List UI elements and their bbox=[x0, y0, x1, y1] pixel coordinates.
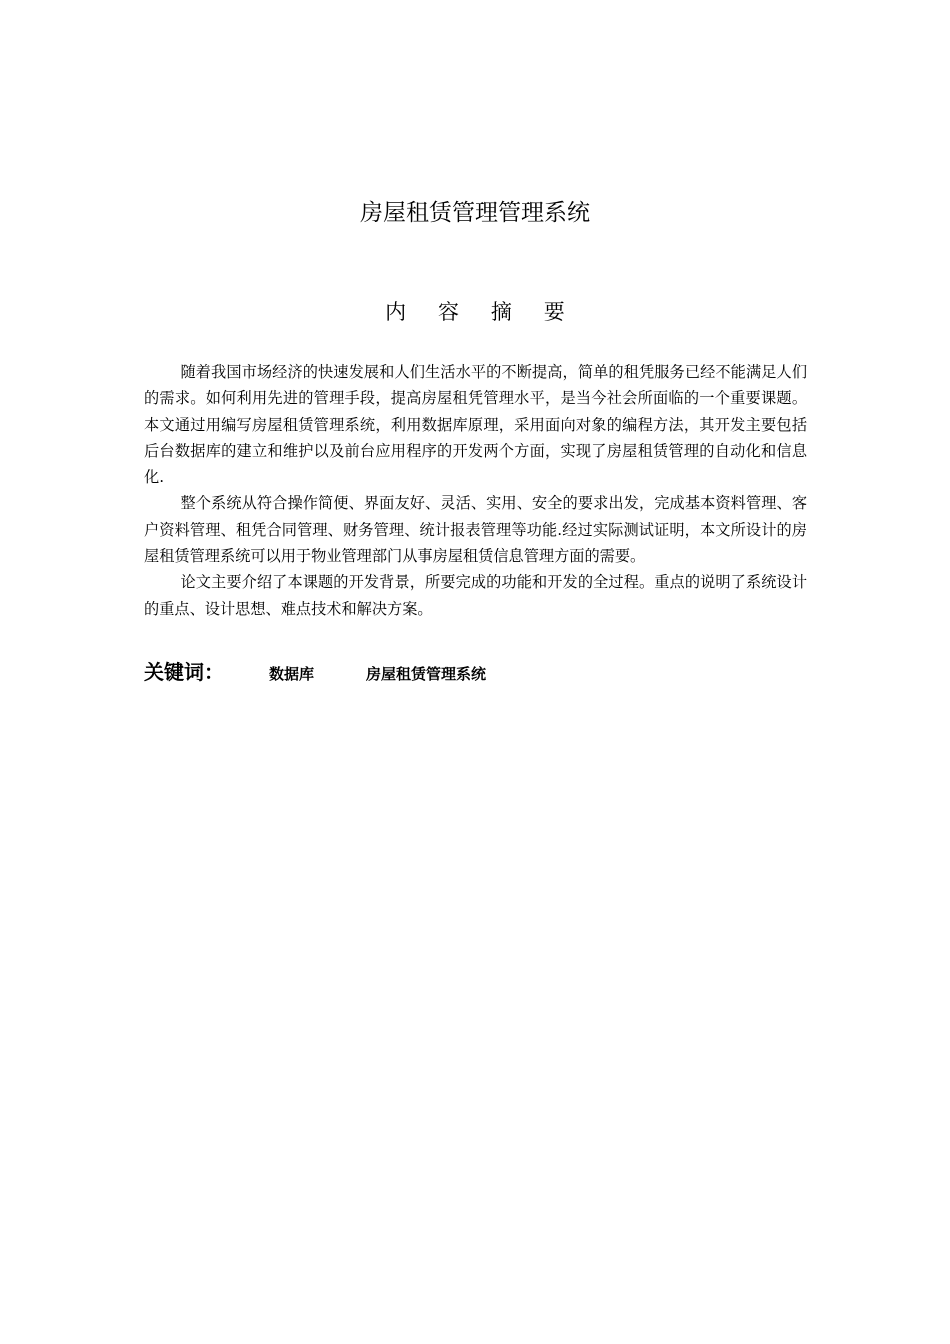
abstract-paragraph-3: 论文主要介绍了本课题的开发背景，所要完成的功能和开发的全过程。重点的说明了系统设计的重点、设计思想、难点技术和解决方案。 bbox=[144, 573, 807, 618]
keywords-label: 关键词： bbox=[144, 660, 224, 684]
abstract-body bbox=[144, 359, 807, 622]
abstract-heading: 内 容 摘 要 bbox=[385, 300, 578, 324]
keywords-row bbox=[144, 656, 807, 685]
keyword-item: 数据库 bbox=[269, 665, 315, 683]
document-title: 房屋租赁管理管理系统 bbox=[360, 200, 590, 226]
abstract-paragraph-1: 随着我国市场经济的快速发展和人们生活水平的不断提高，简单的租凭服务已经不能满足人们的需求。如何利用先进的管理手段，提高房屋租凭管理水平，是当今社会所面临的一个重要课题。本文通过用编写房屋租赁管理系统，利用数据库原理，采用面向对象的编程方法，其开发主要包括后台数据库的建立和维护以及前台应用程序的开发两个方面，实现了房屋租赁管理的自动化和信息化. bbox=[144, 363, 807, 487]
abstract-paragraph-2: 整个系统从符合操作简便、界面友好、灵活、实用、安全的要求出发，完成基本资料管理、客户资料管理、租凭合同管理、财务管理、统计报表管理等功能.经过实际测试证明，本文所设计的房屋租赁管理系统可以用于物业管理部门从事房屋租赁信息管理方面的需要。 bbox=[144, 494, 807, 566]
keyword-item: 房屋租赁管理系统 bbox=[366, 665, 487, 683]
